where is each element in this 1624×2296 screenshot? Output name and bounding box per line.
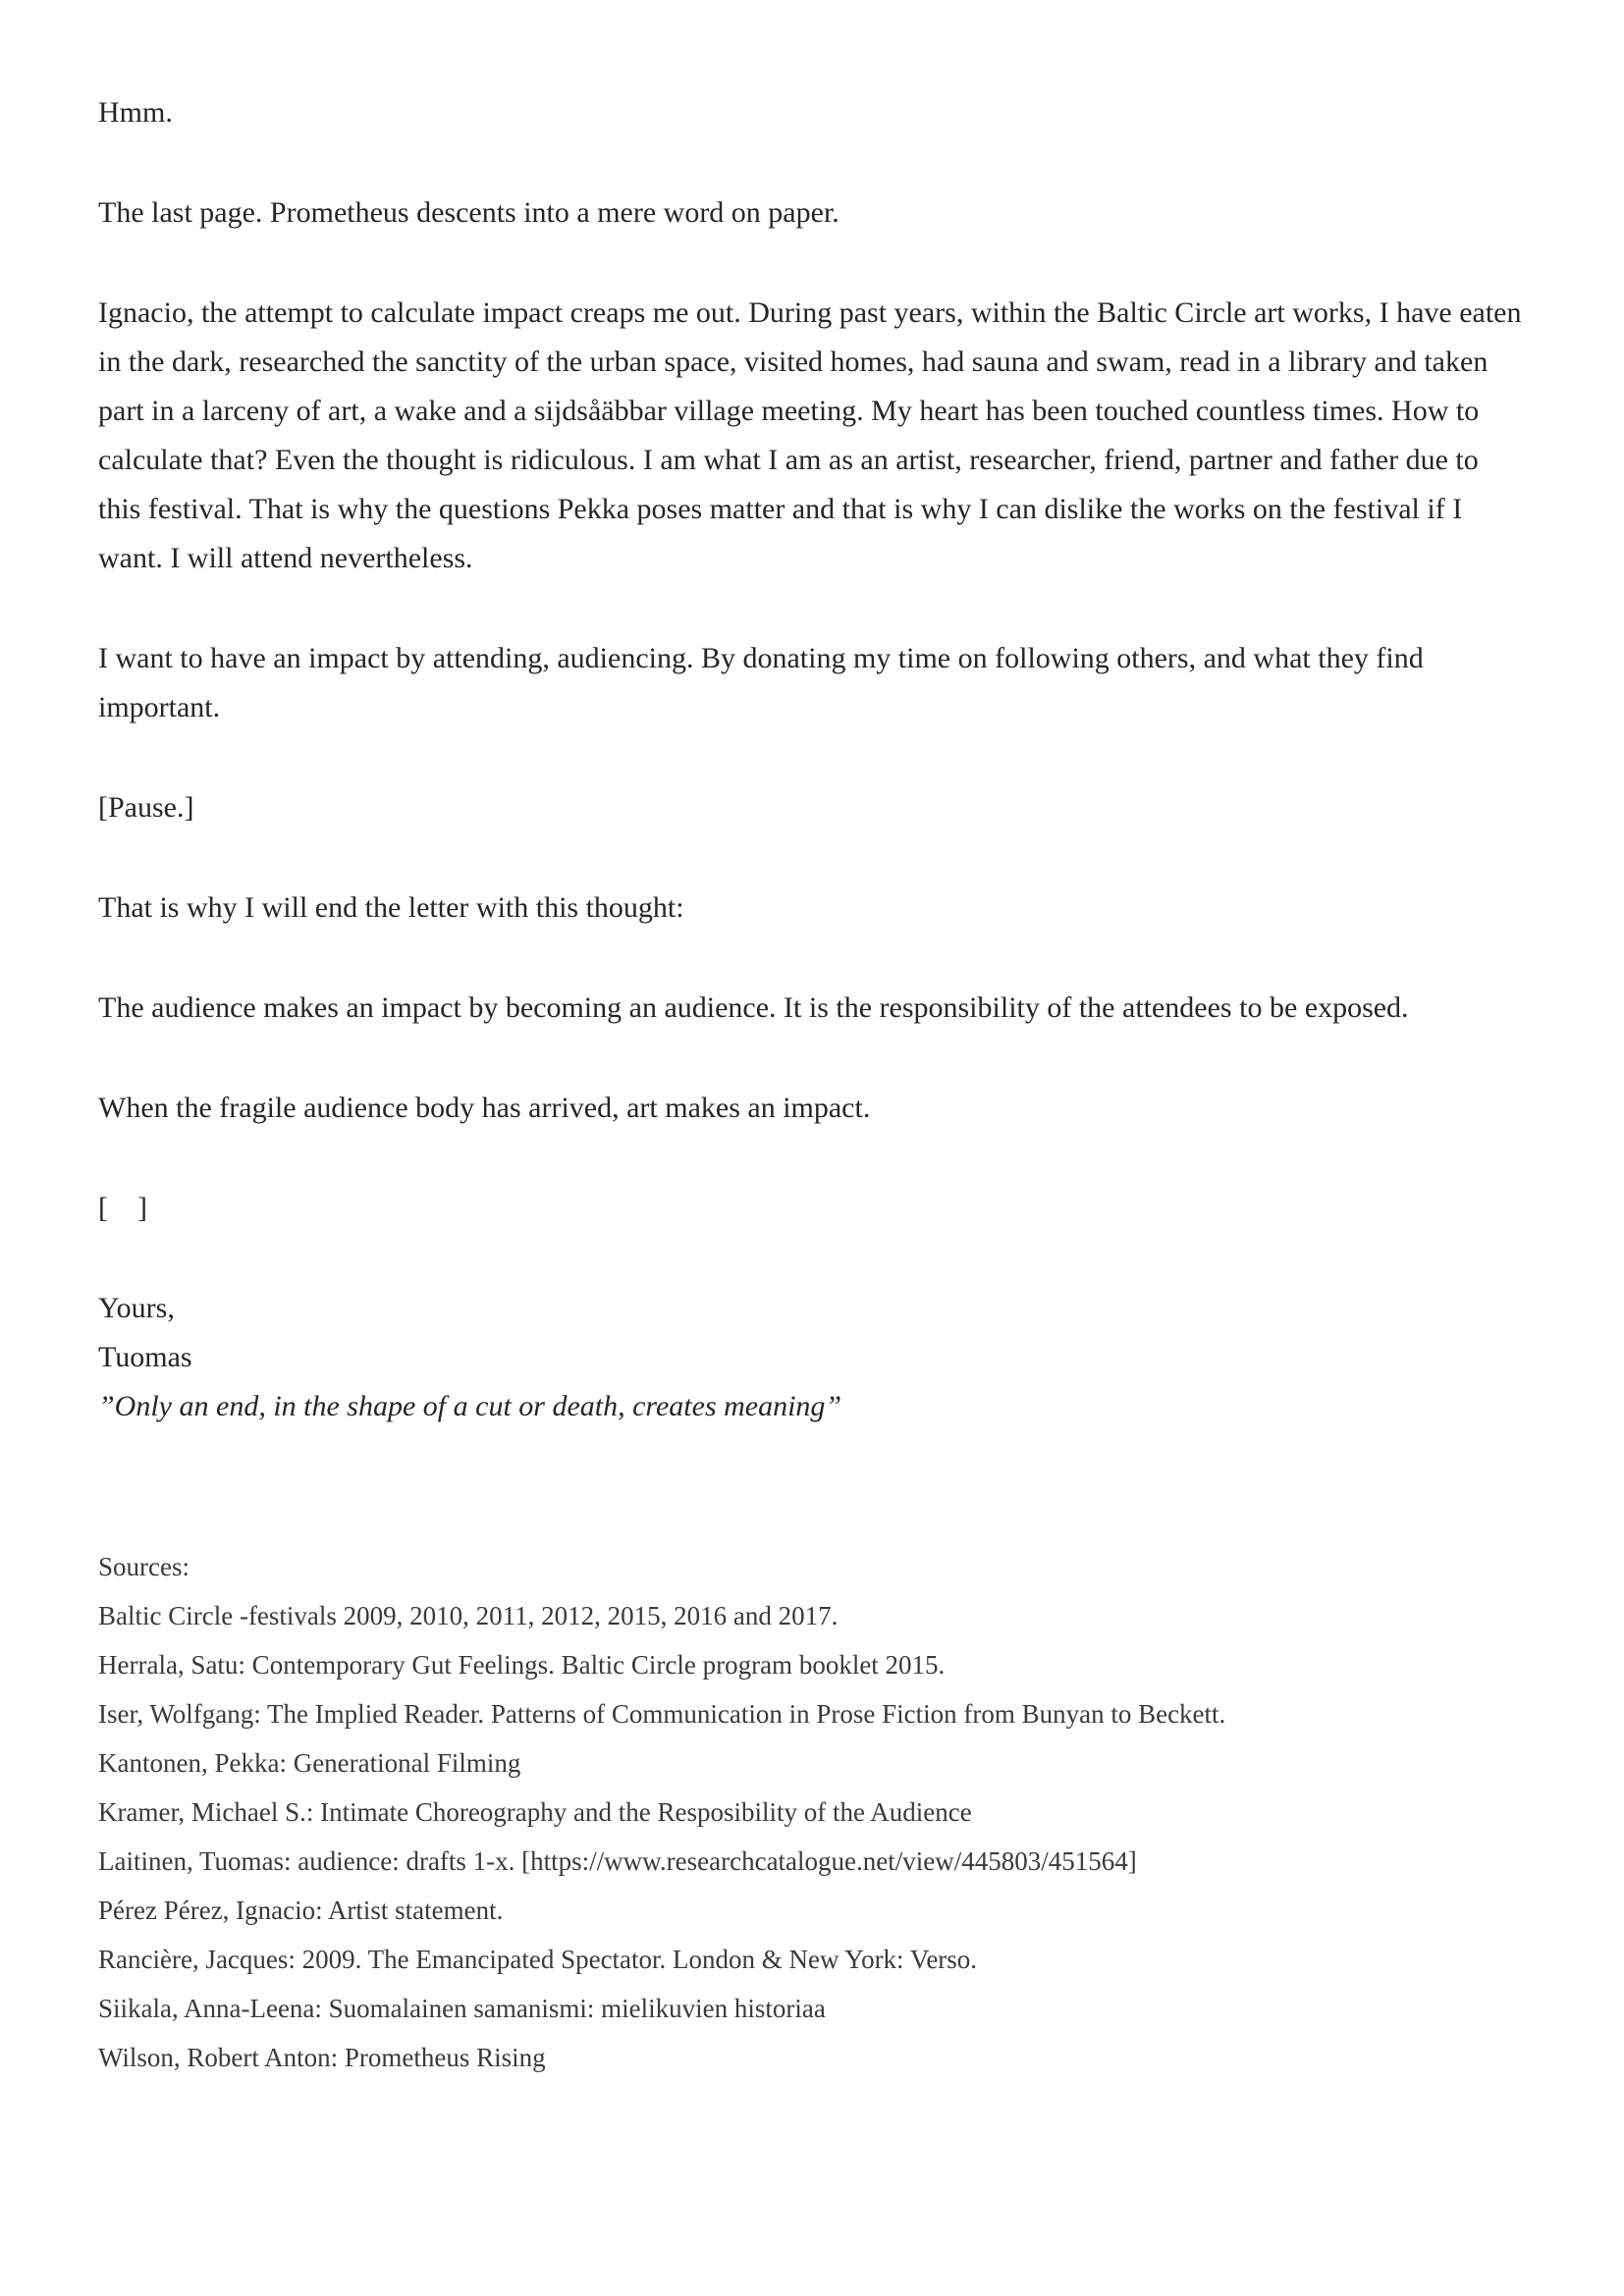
bracket-marker: [ ] <box>98 1192 147 1224</box>
source-line: Kantonen, Pekka: Generational Filming <box>98 1748 521 1778</box>
paragraph-ignacio: Ignacio, the attempt to calculate impact creaps me out. During past years, within the Baltic Circle art works, I have eaten in the dark, researched the sanctity of the urban space, visited homes, had sauna and swam, read in a library and taken part in a larceny of art, a wake and a sijdsåäbbar village meeting. My heart has been touched countless times. How to calculate that? Even the thought is ridiculous. I am what I am as an artist, researcher, friend, partner and father due to this festival. That is why the questions Pekka poses matter and that is why I can dislike the works on the festival if I want. I will attend nevertheless. <box>98 296 1522 574</box>
paragraph-fragile-audience: When the fragile audience body has arrived, art makes an impact. <box>98 1092 871 1124</box>
source-line: Kramer, Michael S.: Intimate Choreography and the Resposibility of the Audience <box>98 1797 972 1827</box>
signature-quote: ”Only an end, in the shape of a cut or death, creates meaning” <box>98 1390 842 1422</box>
paragraph-impact: I want to have an impact by attending, audiencing. By donating my time on following others, and what they find important. <box>98 642 1424 723</box>
source-line: Rancière, Jacques: 2009. The Emancipated Spectator. London & New York: Verso. <box>98 1945 978 1974</box>
paragraph-audience-impact: The audience makes an impact by becoming an audience. It is the responsibility of the attendees to be exposed. <box>98 991 1409 1024</box>
sources-heading: Sources: <box>98 1552 189 1581</box>
signoff-yours: Yours, <box>98 1292 175 1324</box>
source-line: Siikala, Anna-Leena: Suomalainen samanismi: mielikuvien historiaa <box>98 1994 826 2023</box>
source-line: Baltic Circle -festivals 2009, 2010, 2011, 2012, 2015, 2016 and 2017. <box>98 1601 839 1630</box>
paragraph-last-page: The last page. Prometheus descents into a mere word on paper. <box>98 196 839 229</box>
paragraph-hmm: Hmm. <box>98 96 173 129</box>
paragraph-closing-thought: That is why I will end the letter with this thought: <box>98 891 684 924</box>
source-line: Iser, Wolfgang: The Implied Reader. Patterns of Communication in Prose Fiction from Bunyan to Beckett. <box>98 1699 1226 1729</box>
signoff-name: Tuomas <box>98 1341 192 1373</box>
source-line: Herrala, Satu: Contemporary Gut Feelings. Baltic Circle program booklet 2015. <box>98 1650 946 1680</box>
sources-section <box>98 1542 1526 2082</box>
pause-marker: [Pause.] <box>98 791 194 824</box>
source-line: Wilson, Robert Anton: Prometheus Rising <box>98 2043 546 2072</box>
source-line: Laitinen, Tuomas: audience: drafts 1-x. [https://www.researchcatalogue.net/view/445803/451564] <box>98 1846 1137 1876</box>
source-line: Pérez Pérez, Ignacio: Artist statement. <box>98 1896 504 1925</box>
letter-body <box>98 88 1526 1431</box>
